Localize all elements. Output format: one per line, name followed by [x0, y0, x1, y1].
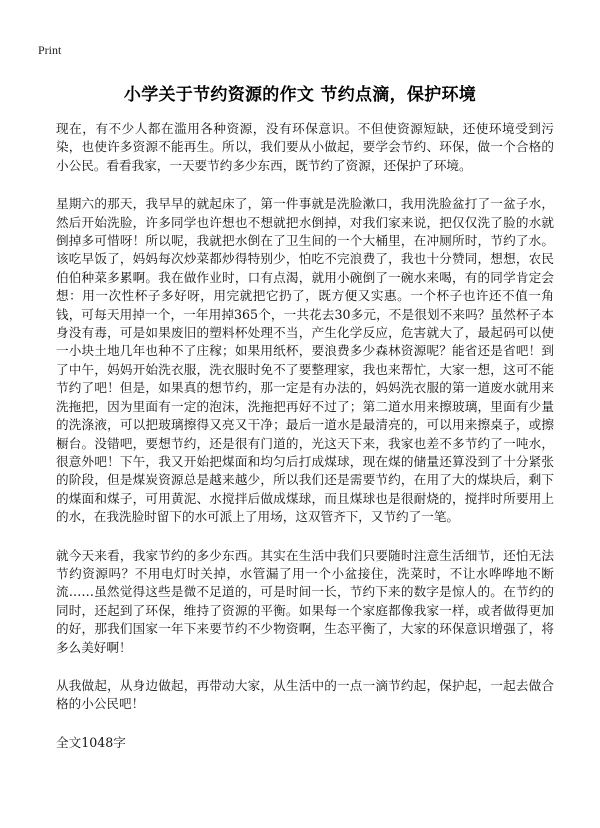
print-label: Print: [38, 43, 62, 57]
article-body: [56, 120, 554, 752]
paragraph-conclusion: 从我做起，从身边做起，再带动大家，从生活中的一点一滴节约起，保护起，一起去做合格的小公民吧！: [56, 677, 554, 712]
paragraph-today: 就今天来看，我家节约的多少东西。其实在生活中我们只要随时注意生活细节，还怕无法节约资源吗？不用电灯时关掉，水管漏了用一个小盆接住，洗菜时，不让水哗哗地不断流……虽然觉得这些是微不足道的，可是时间一长，节约下来的数字是惊人的。在节约的同时，还起到了环保，维持了资源的平衡。如果每一个家庭都像我家一样，或者做得更加的好，那我们国家一年下来要节约不少物资啊，生态平衡了，大家的环保意识增强了，将多么美好啊！: [56, 547, 554, 655]
paragraph-intro: 现在，有不少人都在滥用各种资源，没有环保意识。不但使资源短缺，还使环境受到污染，也使许多资源不能再生。所以，我们要从小做起，要学会节约、环保，做一个合格的小公民。看看我家，一天要节约多少东西，既节约了资源，还保护了环境。: [56, 121, 554, 173]
article-title: 小学关于节约资源的作文 节约点滴，保护环境: [123, 85, 477, 105]
word-count: 全文1048字: [56, 734, 126, 750]
paragraph-saturday: 星期六的那天，我早早的就起床了，第一件事就是洗脸漱口，我用洗脸盆打了一盆子水，然后开始洗脸，许多同学也许想也不想就把水倒掉，对我们家来说，把仅仅洗了脸的水就倒掉多可惜呀！所以呢，我就把水倒在了卫生间的一个大桶里，在冲厕所时，节约了水。该吃早饭了，妈妈每次炒菜都炒得特别少，怕吃不完浪费了，我也十分赞同，想想，农民伯伯种菜多累啊。我在做作业时，口有点渴，就用小碗倒了一碗水来喝，有的同学肯定会想：用一次性杯子多好呀，用完就把它扔了，既方便又实惠。一个杯子也许还不值一角钱，可每天用掉一个，一年用掉365个，一共花去30多元，不是很划不来吗？虽然杯子本身没有毒，可是如果废旧的塑料杯处理不当，产生化学反应，危害就大了，最起码可以使一小块土地几年也种不了庄稼；如果用纸杯，要浪费多少森林资源呢？能省还是省吧！到了中午，妈妈开始洗衣服，洗衣服时免不了要整理家，我也来帮忙，大家一想，这可不能节约了吧！但是，如果真的想节约，那一定是有办法的，妈妈洗衣服的第一道废水就用来洗拖把，因为里面有一定的泡沫，洗拖把再好不过了；第二道水用来擦玻璃，里面有少量的洗涤液，可以把玻璃擦得又亮又干净；最后一道水是最清亮的，可以用来擦桌子，或擦橱台。没错吧，要想节约，还是很有门道的，光这天下来，我家也差不多节约了一吨水，很意外吧！下午，我又开始把煤面和均匀后打成煤球，现在煤的储量还算没到了十分紧张的阶段，但是煤炭资源总是越来越少，所以我们还是需要节约，在用了大的煤块后，剩下的煤面和煤子，可用黄泥、水搅拌后做成煤球，而且煤球也是很耐烧的，搅拌时所要用上的水，在我洗脸时留下的水可派上了用场，这双管齐下，又节约了一笔。: [56, 196, 554, 525]
